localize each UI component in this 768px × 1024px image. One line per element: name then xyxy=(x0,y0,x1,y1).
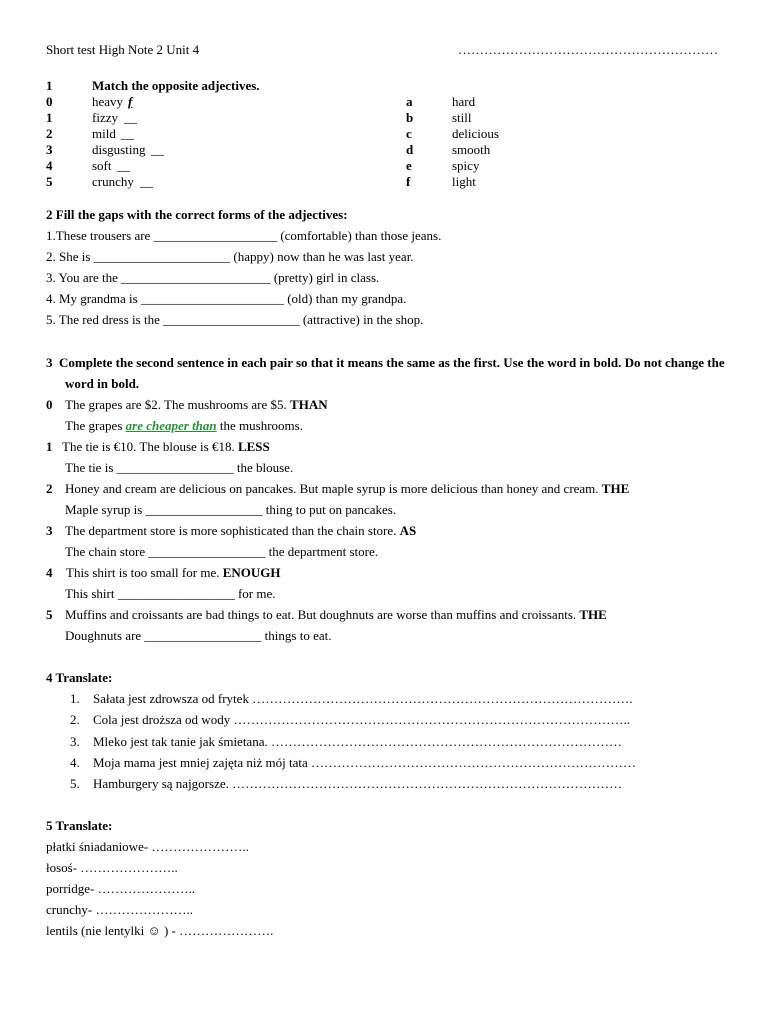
item-number: 5 xyxy=(46,607,53,622)
item-number: 2 xyxy=(46,481,53,496)
match-right-letter: b xyxy=(406,110,414,125)
item-second-sentence: The tie is __________________ the blouse. xyxy=(65,460,294,475)
gap-fill-line: 5. The red dress is the _____________________ (attractive) in the shop. xyxy=(46,312,424,327)
match-answer-blank[interactable]: __ xyxy=(140,174,153,189)
match-row xyxy=(0,142,768,158)
item-first-sentence: The tie is €10. The blouse is €18. LESS xyxy=(62,439,270,454)
item-second-sentence: The chain store __________________ the department store. xyxy=(65,544,379,559)
vocab-item: crunchy- ………………….. xyxy=(46,902,193,917)
match-right-word: still xyxy=(452,110,472,125)
match-right-word: light xyxy=(452,174,476,189)
keyword: THE xyxy=(601,481,630,496)
section-3-number: 3 xyxy=(46,355,53,370)
translate-item-number: 5. xyxy=(70,776,80,791)
item-number: 0 xyxy=(46,397,53,412)
match-left-number: 3 xyxy=(46,142,53,157)
keyword: THE xyxy=(579,607,607,622)
translate-item: Mleko jest tak tanie jak śmietana. ……………………………………………………………………… xyxy=(93,734,622,749)
keyword: LESS xyxy=(237,439,270,454)
item-number: 4 xyxy=(46,565,53,580)
translate-item: Cola jest droższa od wody ……………………………………………………………………………….. xyxy=(93,712,630,727)
match-row xyxy=(0,94,768,110)
item-number: 3 xyxy=(46,523,53,538)
match-left-word: crunchy xyxy=(92,174,134,189)
section-3-title-cont: word in bold. xyxy=(65,376,140,391)
gap-fill-line: 4. My grandma is ______________________ (old) than my grandpa. xyxy=(46,291,407,306)
translate-item-number: 1. xyxy=(70,691,80,706)
translate-item-number: 2. xyxy=(70,712,80,727)
vocab-item: porridge- ………………….. xyxy=(46,881,196,896)
match-left-number: 1 xyxy=(46,110,53,125)
match-right-letter: d xyxy=(406,142,414,157)
keyword: AS xyxy=(399,523,417,538)
keyword: THAN xyxy=(290,397,328,412)
gap-fill-line: 1.These trousers are ___________________ (comfortable) than those jeans. xyxy=(46,228,442,243)
section-5-title: 5 Translate: xyxy=(46,818,113,833)
match-left-word: disgusting xyxy=(92,142,146,157)
match-right-word: delicious xyxy=(452,126,499,141)
translate-item-number: 3. xyxy=(70,734,80,749)
item-second-sentence: Doughnuts are __________________ things to eat. xyxy=(65,628,332,643)
gap-fill-line: 2. She is _____________________ (happy) now than he was last year. xyxy=(46,249,414,264)
item-first-sentence: The grapes are $2. The mushrooms are $5. THAN xyxy=(65,397,328,412)
match-right-letter: f xyxy=(406,174,411,189)
match-right-word: spicy xyxy=(452,158,480,173)
section-2-title: 2 Fill the gaps with the correct forms of the adjectives: xyxy=(46,207,348,222)
section-4-title: 4 Translate: xyxy=(46,670,113,685)
example-answer: are cheaper than xyxy=(125,418,217,433)
keyword: ENOUGH xyxy=(222,565,281,580)
match-answer-example: f xyxy=(128,94,133,109)
item-first-sentence: The department store is more sophisticated than the chain store. AS xyxy=(65,523,417,538)
item-second-sentence: Maple syrup is __________________ thing to put on pancakes. xyxy=(65,502,397,517)
match-right-letter: a xyxy=(406,94,413,109)
match-left-number: 2 xyxy=(46,126,53,141)
section-3-title: Complete the second sentence in each pair so that it means the same as the first. Use the word in bold. Do not change the xyxy=(59,355,725,370)
page-title: Short test High Note 2 Unit 4 xyxy=(46,42,200,57)
match-left-number: 4 xyxy=(46,158,53,173)
section-1-number: 1 xyxy=(46,78,53,93)
match-row xyxy=(0,126,768,142)
vocab-item: płatki śniadaniowe- ………………….. xyxy=(46,839,249,854)
name-field-dots: …………………………………………………… xyxy=(458,42,718,57)
item-first-sentence: This shirt is too small for me. ENOUGH xyxy=(66,565,281,580)
match-row xyxy=(0,158,768,174)
match-right-word: hard xyxy=(452,94,476,109)
section-1-title: Match the opposite adjectives. xyxy=(92,78,260,93)
match-left-word: fizzy xyxy=(92,110,118,125)
match-row xyxy=(0,174,768,190)
match-left-word: mild xyxy=(92,126,116,141)
vocab-item: łosoś- ………………….. xyxy=(46,860,178,875)
match-answer-blank[interactable]: __ xyxy=(124,110,137,125)
item-first-sentence: Honey and cream are delicious on pancakes. But maple syrup is more delicious than honey and cream. THE xyxy=(65,481,630,496)
match-right-letter: c xyxy=(406,126,412,141)
item-second-sentence: The grapes are cheaper than the mushrooms. xyxy=(65,418,303,433)
translate-item-number: 4. xyxy=(70,755,80,770)
match-answer-blank[interactable]: __ xyxy=(121,126,134,141)
gap-fill-line: 3. You are the _______________________ (pretty) girl in class. xyxy=(46,270,380,285)
vocab-item: lentils (nie lentylki ☺ ) - …………………. xyxy=(46,923,274,938)
match-left-number: 0 xyxy=(46,94,53,109)
translate-item: Sałata jest zdrowsza od frytek ……………………………………………………………………………. xyxy=(93,691,633,706)
item-first-sentence: Muffins and croissants are bad things to eat. But doughnuts are worse than muffins and croissants. THE xyxy=(65,607,607,622)
translate-item: Hamburgery są najgorsze. ……………………………………………………………………………… xyxy=(93,776,623,791)
item-number: 1 xyxy=(46,439,53,454)
match-right-word: smooth xyxy=(452,142,491,157)
match-left-number: 5 xyxy=(46,174,53,189)
match-row xyxy=(0,110,768,126)
match-left-word: soft xyxy=(92,158,112,173)
match-answer-blank[interactable]: __ xyxy=(117,158,130,173)
match-answer-blank[interactable]: __ xyxy=(151,142,164,157)
match-left-word: heavy xyxy=(92,94,124,109)
translate-item: Moja mama jest mniej zajęta niż mój tata ………………………………………………………………… xyxy=(93,755,637,770)
match-right-letter: e xyxy=(406,158,412,173)
item-second-sentence: This shirt __________________ for me. xyxy=(65,586,276,601)
